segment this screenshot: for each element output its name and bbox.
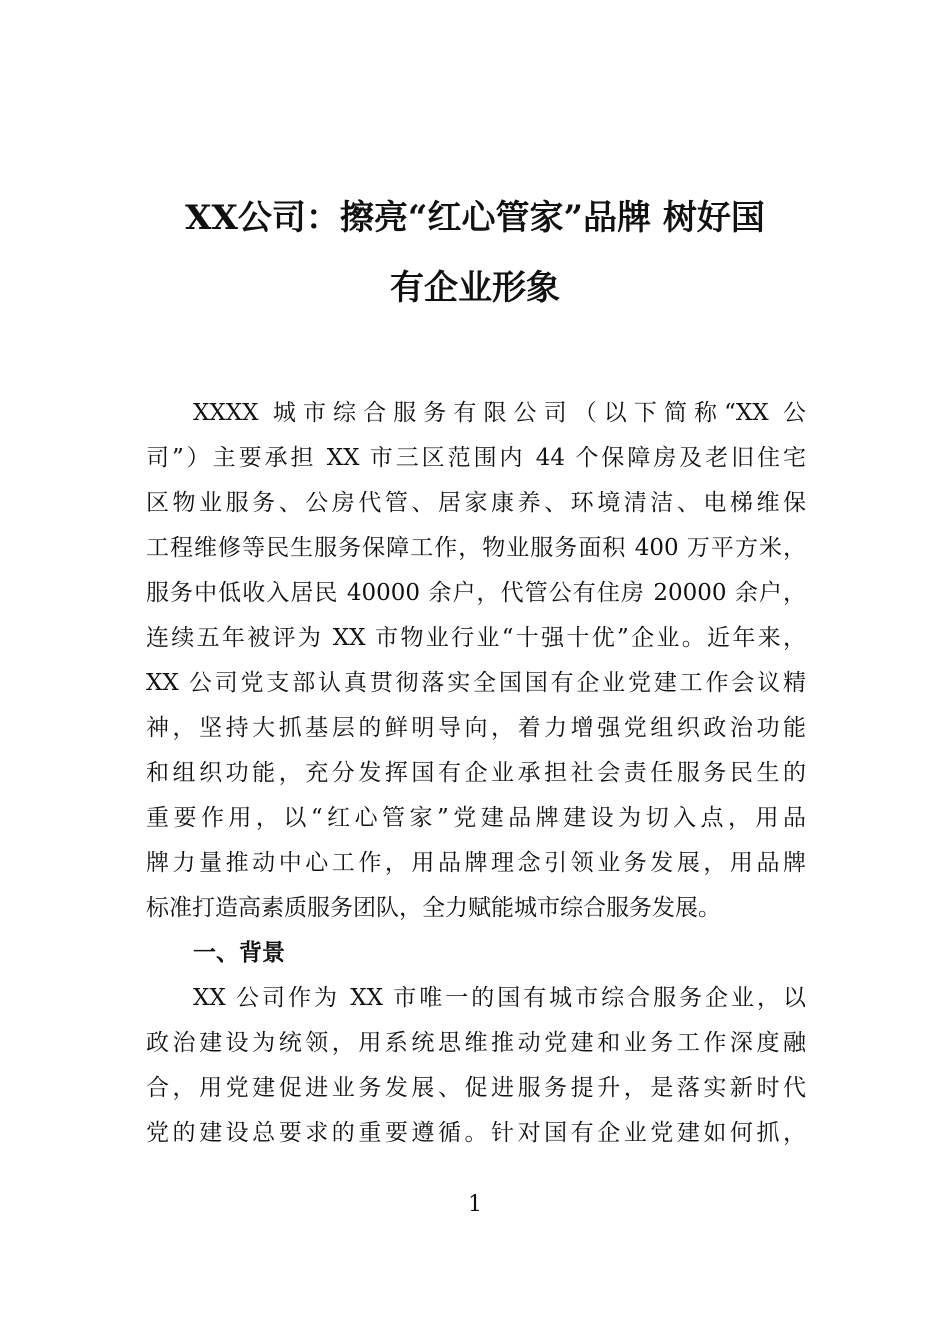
page-number: 1 xyxy=(468,1192,482,1217)
paragraph-line: XX 公司党支部认真贯彻落实全国国有企业党建工作会议精 xyxy=(146,670,806,696)
paragraph-line: 标准打造高素质服务团队，全力赋能城市综合服务发展。 xyxy=(146,895,721,921)
paragraph-line: 司”）主要承担 XX 市三区范围内 44 个保障房及老旧住宅 xyxy=(146,445,806,471)
paragraph-line: 政治建设为统领，用系统思维推动党建和业务工作深度融 xyxy=(146,1030,806,1056)
paragraph-line: 区物业服务、公房代管、居家康养、环境清洁、电梯维保 xyxy=(146,490,806,516)
paragraph-line: XX 公司作为 XX 市唯一的国有城市综合服务企业，以 xyxy=(193,985,806,1011)
paragraph-line: XXXX 城市综合服务有限公司（以下简称“XX 公 xyxy=(193,400,806,426)
paragraph-line: 党的建设总要求的重要遵循。针对国有企业党建如何抓， xyxy=(146,1120,806,1146)
section-heading: 一、背景 xyxy=(193,940,285,966)
paragraph-line: 工程维修等民生服务保障工作，物业服务面积 400 万平方米， xyxy=(146,535,806,561)
document-title-line-1: XX公司：擦亮“红心管家”品牌 树好国 xyxy=(185,198,765,238)
paragraph-line: 和组织功能，充分发挥国有企业承担社会责任服务民生的 xyxy=(146,760,806,786)
paragraph-line: 神，坚持大抓基层的鲜明导向，着力增强党组织政治功能 xyxy=(146,715,806,741)
paragraph-line: 重要作用，以“红心管家”党建品牌建设为切入点，用品 xyxy=(146,805,806,831)
paragraph-line: 合，用党建促进业务发展、促进服务提升，是落实新时代 xyxy=(146,1075,806,1101)
paragraph-line: 连续五年被评为 XX 市物业行业“十强十优”企业。近年来， xyxy=(146,625,806,651)
document-title-line-2: 有企业形象 xyxy=(390,268,560,308)
paragraph-line: 牌力量推动中心工作，用品牌理念引领业务发展，用品牌 xyxy=(146,850,806,876)
paragraph-line: 服务中低收入居民 40000 余户，代管公有住房 20000 余户， xyxy=(146,580,806,606)
